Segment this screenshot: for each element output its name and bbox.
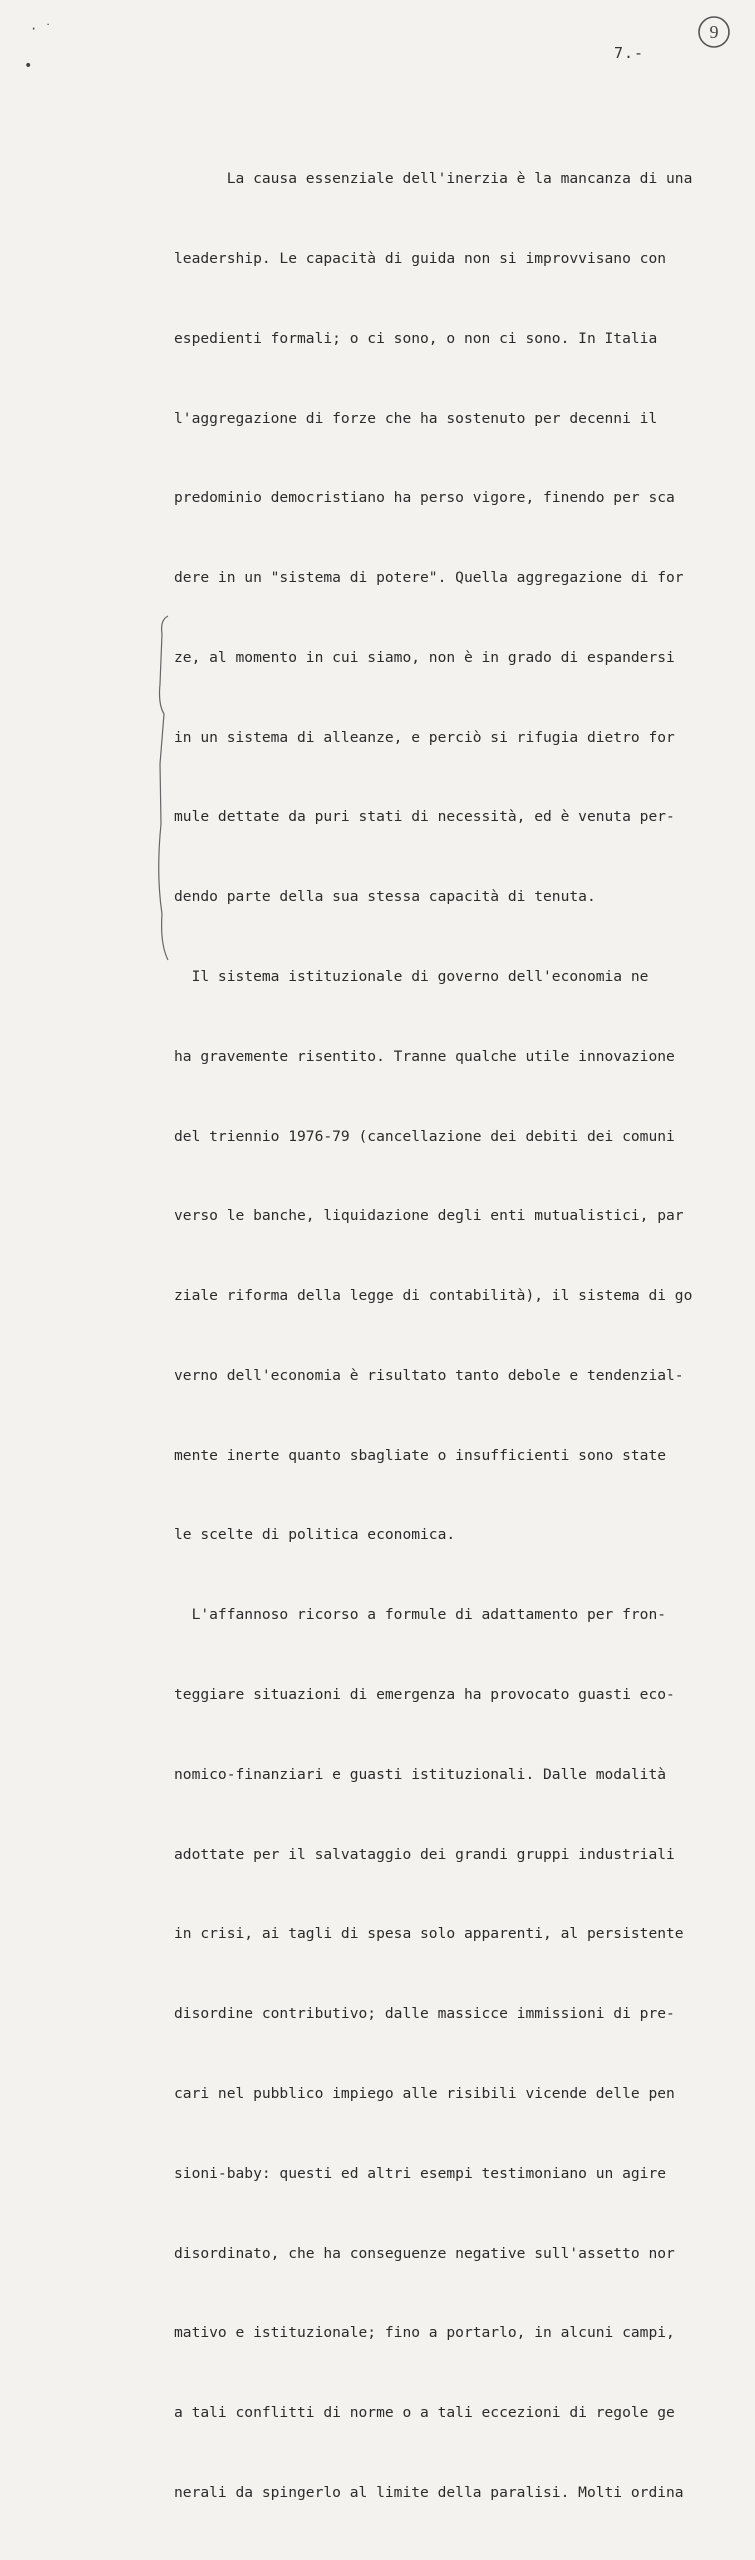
margin-dot: • [24, 58, 33, 74]
text-line: leadership. Le capacità di guida non si improvvisano con [174, 249, 667, 267]
text-line: La causa essenziale dell'inerzia è la mancanza di una [174, 170, 693, 188]
text-line: nomico-finanziari e guasti istituzionali. Dalle modalità [174, 1765, 667, 1783]
text-line: cari nel pubblico impiego alle risibili vicende delle pen [174, 2084, 675, 2102]
text-line: mativo e istituzionale; fino a portarlo, in alcuni campi, [174, 2324, 675, 2342]
text-line: ze, al momento in cui siamo, non è in grado di espandersi [174, 648, 675, 666]
text-line: dendo parte della sua stessa capacità di tenuta. [174, 888, 596, 906]
text-line: ha gravemente risentito. Tranne qualche utile innovazione [174, 1047, 675, 1065]
stamp-number: 9 [709, 22, 719, 42]
text-line: mule dettate da puri stati di necessità, ed è venuta per- [174, 808, 675, 826]
text-line: sioni-baby: questi ed altri esempi testimoniano un agire [174, 2164, 667, 2182]
document-body [174, 113, 719, 2560]
text-line: in crisi, ai tagli di spesa solo apparenti, al persistente [174, 1925, 684, 1943]
text-line: disordinato, che ha conseguenze negative sull'assetto nor [174, 2244, 675, 2262]
text-line: teggiare situazioni di emergenza ha provocato guasti eco- [174, 1686, 675, 1704]
text-line: le scelte di politica economica. [174, 1526, 456, 1544]
text-line: adottate per il salvataggio dei grandi gruppi industriali [174, 1845, 675, 1863]
text-line: a tali conflitti di norme o a tali eccezioni di regole ge [174, 2404, 675, 2422]
page-number: 7.- [614, 44, 645, 62]
text-line: l'aggregazione di forze che ha sostenuto per decenni il [174, 409, 658, 427]
margin-speck: · ˙ [30, 22, 52, 36]
text-line: nerali da spingerlo al limite della paralisi. Molti ordina [174, 2483, 684, 2501]
text-line: in un sistema di alleanze, e perciò si rifugia dietro for [174, 728, 675, 746]
text-line: dere in un "sistema di potere". Quella aggregazione di for [174, 569, 684, 587]
text-line: Il sistema istituzionale di governo dell'economia ne [174, 968, 649, 985]
text-line: disordine contributivo; dalle massicce immissioni di pre- [174, 2005, 675, 2023]
text-line: verno dell'economia è risultato tanto debole e tendenzial- [174, 1366, 684, 1384]
circled-page-stamp [696, 14, 732, 50]
text-line: ziale riforma della legge di contabilità), il sistema di go [174, 1287, 693, 1305]
text-line: verso le banche, liquidazione degli enti mutualistici, par [174, 1207, 684, 1225]
text-line: espedienti formali; o ci sono, o non ci sono. In Italia [174, 329, 658, 347]
text-line: L'affannoso ricorso a formule di adattamento per fron- [174, 1606, 667, 1624]
text-line: del triennio 1976-79 (cancellazione dei debiti dei comuni [174, 1127, 675, 1145]
text-line: mente inerte quanto sbagliate o insufficienti sono state [174, 1446, 667, 1464]
margin-bracket-mark [150, 614, 172, 964]
text-line: predominio democristiano ha perso vigore, finendo per sca [174, 489, 675, 507]
